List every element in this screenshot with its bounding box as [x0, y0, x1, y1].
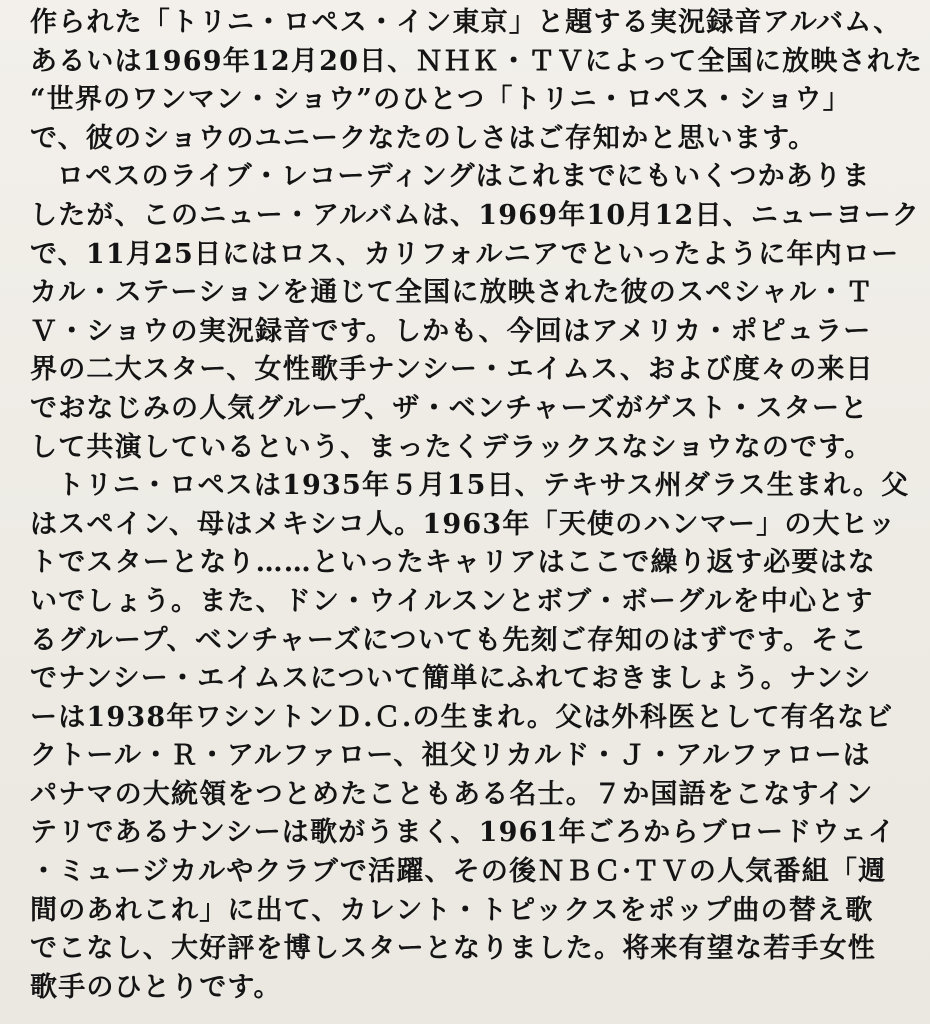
text-line: 歌手のひとりです。: [30, 971, 282, 1003]
text-line: で、彼のショウのユニークなたのしさはご存知かと思います。: [30, 122, 817, 154]
text-line: でこなし、大好評を博しスターとなりました。将来有望な若手女性: [30, 933, 876, 965]
text-line: るグループ、ベンチャーズについても先刻ご存知のはずです。そこ: [30, 624, 868, 656]
text-line: トリニ・ロペスは1935年５月15日、テキサス州ダラス生まれ。父: [57, 470, 910, 502]
text-line: 作られた「トリニ・ロペス・イン東京」と題する実況録音アルバム、: [30, 7, 902, 38]
text-line: ロペスのライブ・レコーディングはこれまでにもいくつかありま: [57, 161, 871, 193]
text-line: でおなじみの人気グループ、ザ・ベンチャーズがゲスト・スターと: [30, 392, 869, 424]
text-line: テリであるナンシーは歌がうまく、1961年ごろからブロードウェイ: [30, 817, 896, 849]
text-line: ・ミュージカルやクラブで活躍、その後ＮＢＣ·ＴＶの人気番組「週: [30, 856, 887, 888]
text-line: はスペイン、母はメキシコ人。1963年「天使のハンマー」の大ヒッ: [30, 508, 897, 540]
liner-notes-text: [30, 4, 924, 1007]
text-line: でナンシー・エイムスについて簡単にふれておきましょう。ナンシ: [30, 663, 872, 695]
text-line: パナマの大統領をつとめたこともある名士。７か国語をこなすイン: [30, 778, 874, 810]
text-line: トでスターとなり……といったキャリアはここで繰り返す必要はな: [30, 547, 876, 579]
text-line: 間のあれこれ」に出て、カレント・トピックスをポップ曲の替え歌: [30, 894, 874, 926]
text-line: “世界のワンマン・ショウ”のひとつ「トリニ・ロペス・ショウ」: [30, 84, 851, 116]
text-line: で、11月25日にはロス、カリフォルニアでといったように年内ロー: [30, 238, 900, 270]
text-line: あるいは1969年12月20日、ＮＨＫ・ＴＶによって全国に放映された: [30, 45, 924, 77]
text-line: カル・ステーションを通じて全国に放映された彼のスペシャル・Ｔ: [30, 277, 874, 309]
text-line: ーは1938年ワシントンＤ.Ｃ.の生まれ。父は外科医として有名なビ: [30, 701, 894, 733]
text-line: Ｖ・ショウの実況録音です。しかも、今回はアメリカ・ポピュラー: [30, 315, 872, 347]
text-line: して共演しているという、まったくデラックスなショウなのです。: [30, 431, 873, 463]
text-line: クトール・Ｒ・アルファロー、祖父リカルド・Ｊ・アルファローは: [30, 740, 871, 772]
text-line: いでしょう。また、ドン・ウイルスンとボブ・ボーグルを中心とす: [30, 585, 874, 617]
text-line: したが、このニュー・アルバムは、1969年10月12日、ニューヨーク: [30, 199, 921, 231]
text-line: 界の二大スター、女性歌手ナンシー・エイムス、および度々の来日: [30, 354, 874, 386]
